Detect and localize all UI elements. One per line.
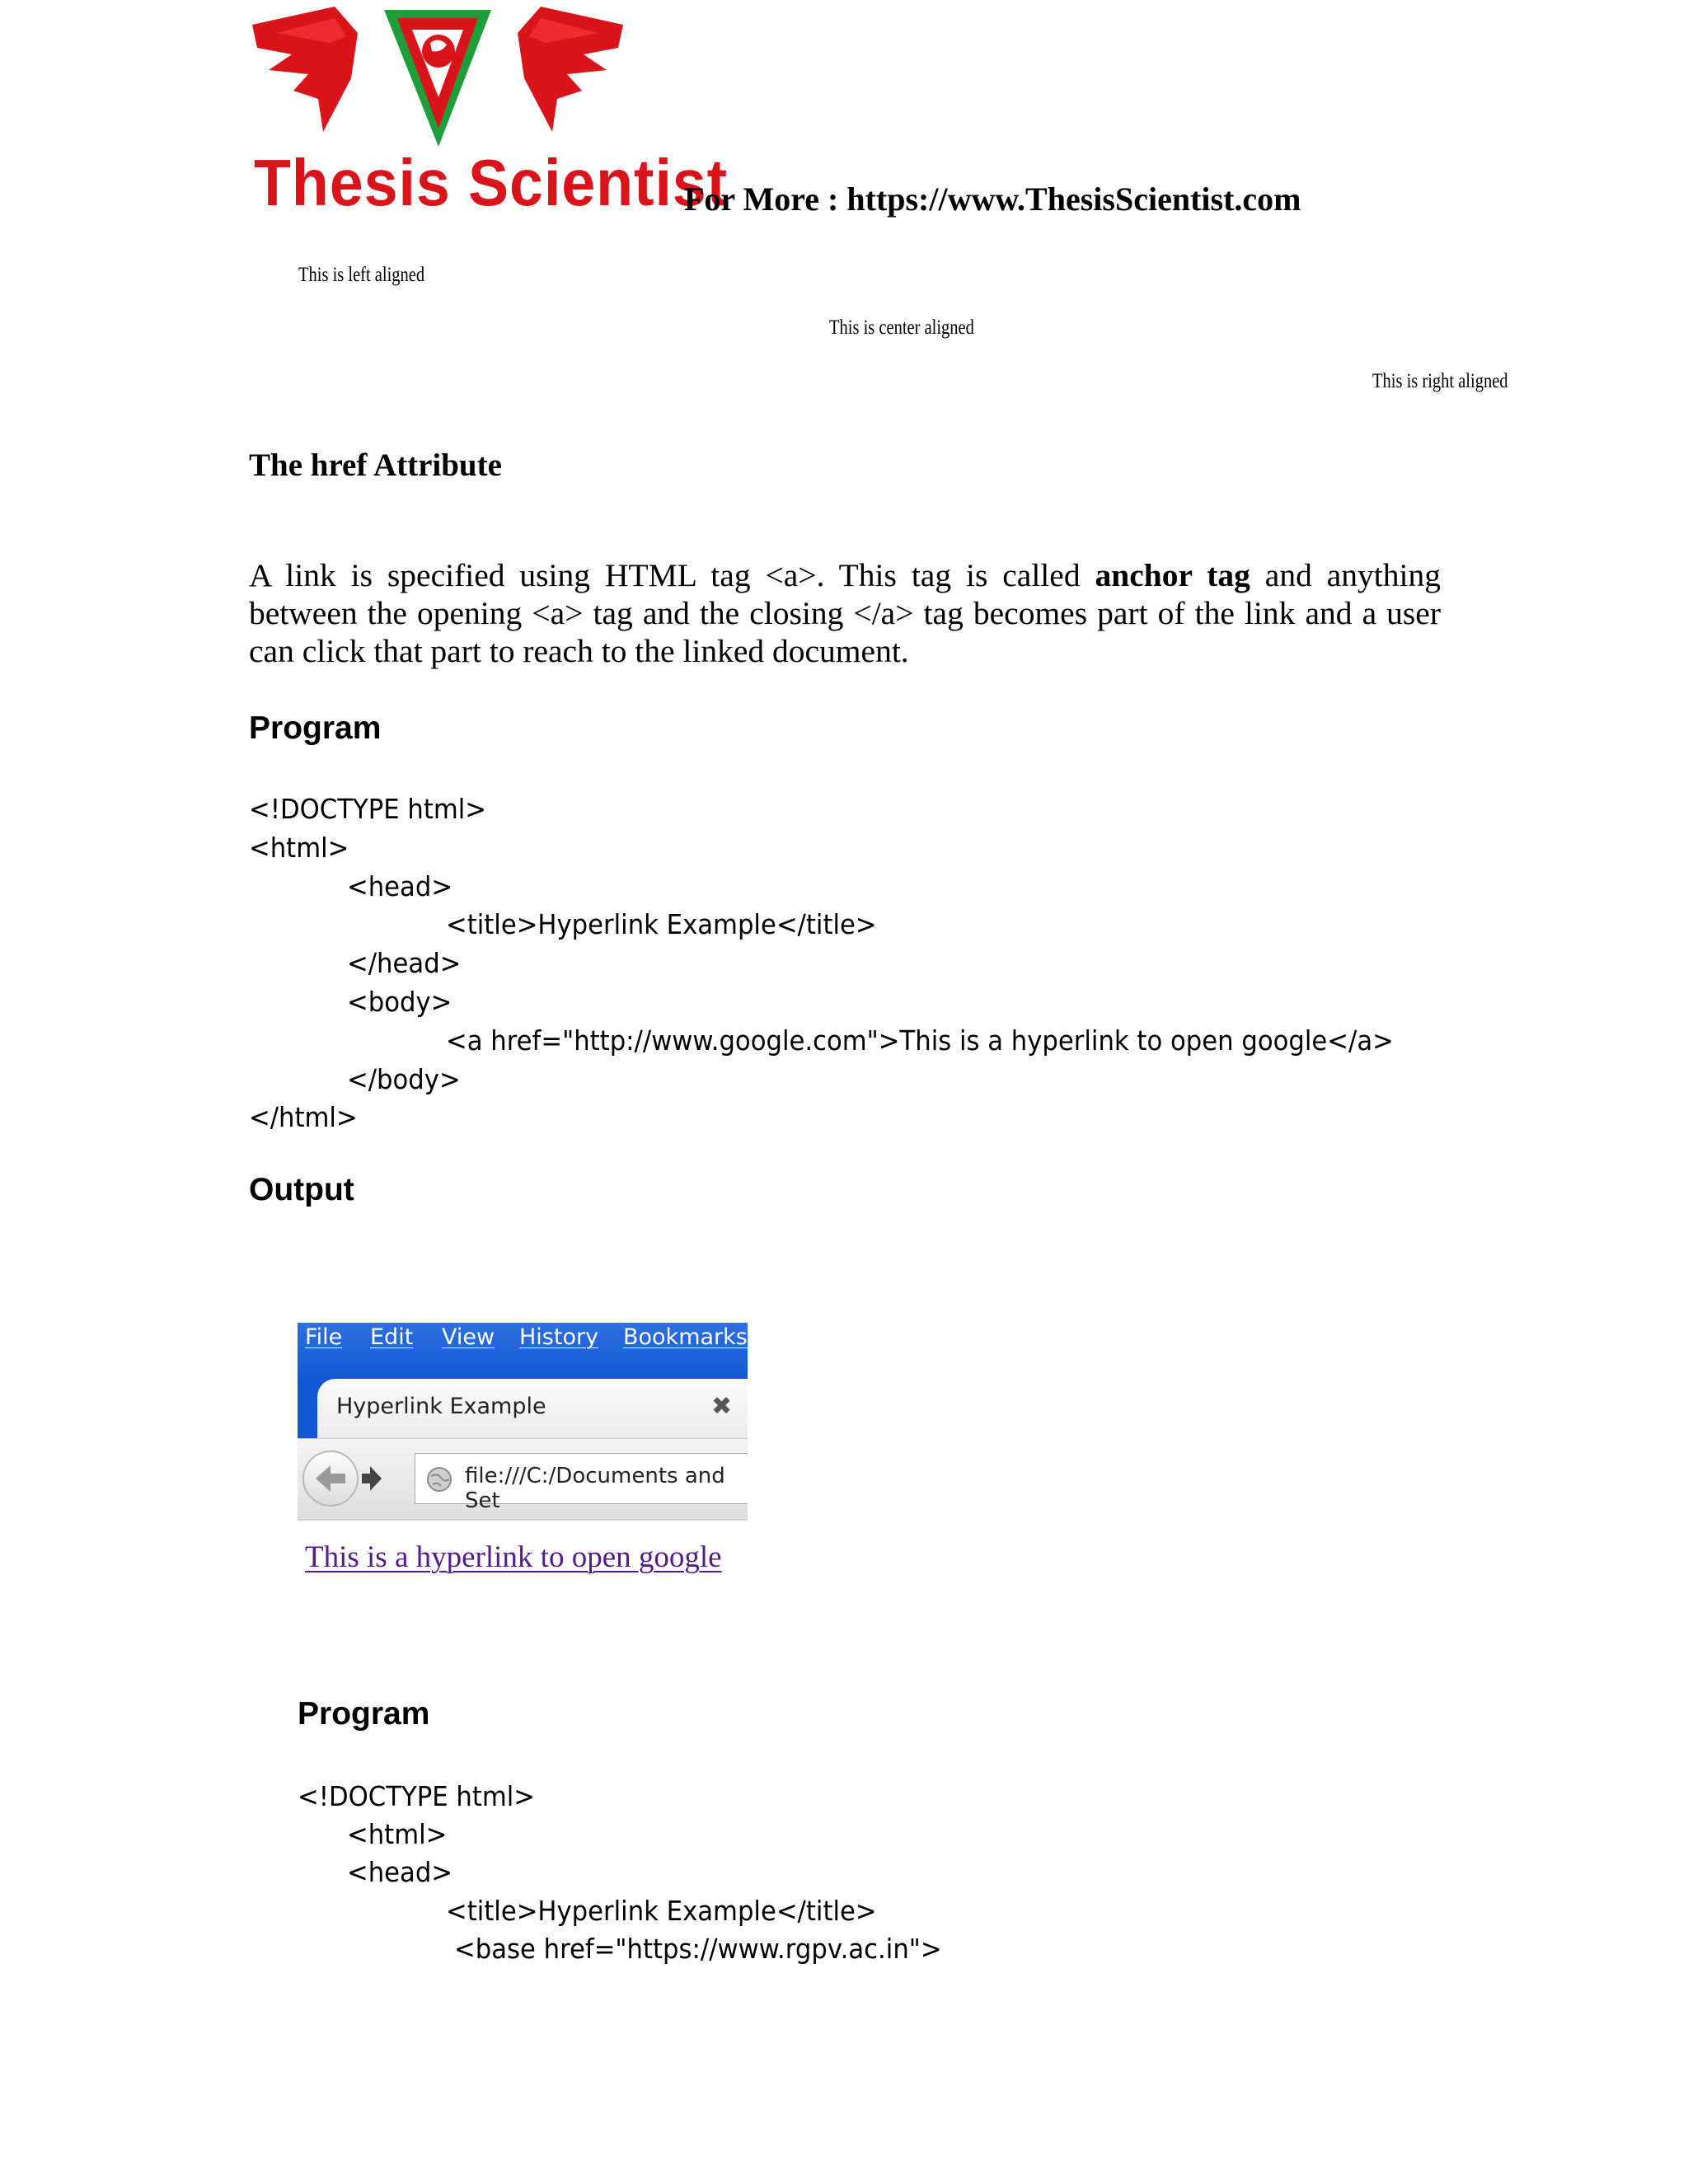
close-icon[interactable]: ✖: [711, 1392, 733, 1421]
output-heading: Output: [249, 1172, 354, 1207]
menu-edit[interactable]: Edit: [370, 1324, 414, 1350]
code-line: <title>Hyperlink Example</title>: [446, 1895, 877, 1927]
code-line: <head>: [347, 1856, 453, 1888]
menu-view[interactable]: View: [442, 1324, 495, 1350]
code-line: <!DOCTYPE html>: [298, 1780, 536, 1812]
menu-bookmarks[interactable]: Bookmarks: [623, 1324, 748, 1350]
code-line: </head>: [347, 947, 462, 979]
code-line: <html>: [249, 832, 349, 864]
code-line: </html>: [249, 1101, 358, 1133]
url-text: file:///C:/Documents and Set: [465, 1464, 725, 1513]
center-aligned-text: This is center aligned: [829, 316, 974, 339]
code-line: <html>: [347, 1818, 448, 1850]
forward-arrow-icon[interactable]: [359, 1460, 383, 1497]
menu-file[interactable]: File: [305, 1324, 343, 1350]
back-arrow-icon: [304, 1452, 357, 1505]
browser-screenshot: [298, 1323, 748, 1521]
menu-history[interactable]: History: [519, 1324, 599, 1350]
code-line: <a href="http://www.google.com">This is a hyperlink to open google</a>: [446, 1024, 1394, 1057]
paragraph-text: A link is specified using HTML tag <a>. This tag is called: [249, 557, 1095, 593]
globe-icon: [426, 1466, 452, 1493]
section-heading: The href Attribute: [249, 448, 502, 483]
code-line: <title>Hyperlink Example</title>: [446, 908, 877, 940]
code-line: </body>: [347, 1063, 461, 1095]
body-paragraph: [249, 556, 1441, 670]
left-aligned-text: This is left aligned: [298, 264, 425, 286]
header-more-link: For More : https://www.ThesisScientist.com: [684, 180, 1301, 218]
tab-title: Hyperlink Example: [336, 1394, 546, 1419]
right-aligned-text: This is right aligned: [1372, 370, 1508, 392]
paragraph-line-2: between the opening <a> tag and the closing </a> tag becomes part of the link and a user: [249, 595, 1441, 631]
code-line: <head>: [347, 870, 453, 902]
back-button[interactable]: [302, 1451, 359, 1507]
paragraph-text: and anything: [1250, 557, 1441, 593]
paragraph-line-1: [249, 556, 1441, 594]
browser-bottom-border: [298, 1519, 748, 1521]
code-line: <base href="https://www.rgpv.ac.in">: [454, 1933, 942, 1965]
anchor-tag-bold: anchor tag: [1095, 557, 1250, 593]
paragraph-line-3: can click that part to reach to the linked document.: [249, 633, 909, 669]
code-line: <body>: [347, 986, 452, 1018]
output-hyperlink[interactable]: This is a hyperlink to open google: [305, 1540, 722, 1574]
logo-wordmark: Thesis Scientist: [254, 146, 729, 219]
program-heading: Program: [249, 710, 382, 746]
program-heading-2: Program: [298, 1696, 430, 1732]
logo-emblem-icon: [244, 0, 631, 157]
code-line: <!DOCTYPE html>: [249, 793, 487, 825]
